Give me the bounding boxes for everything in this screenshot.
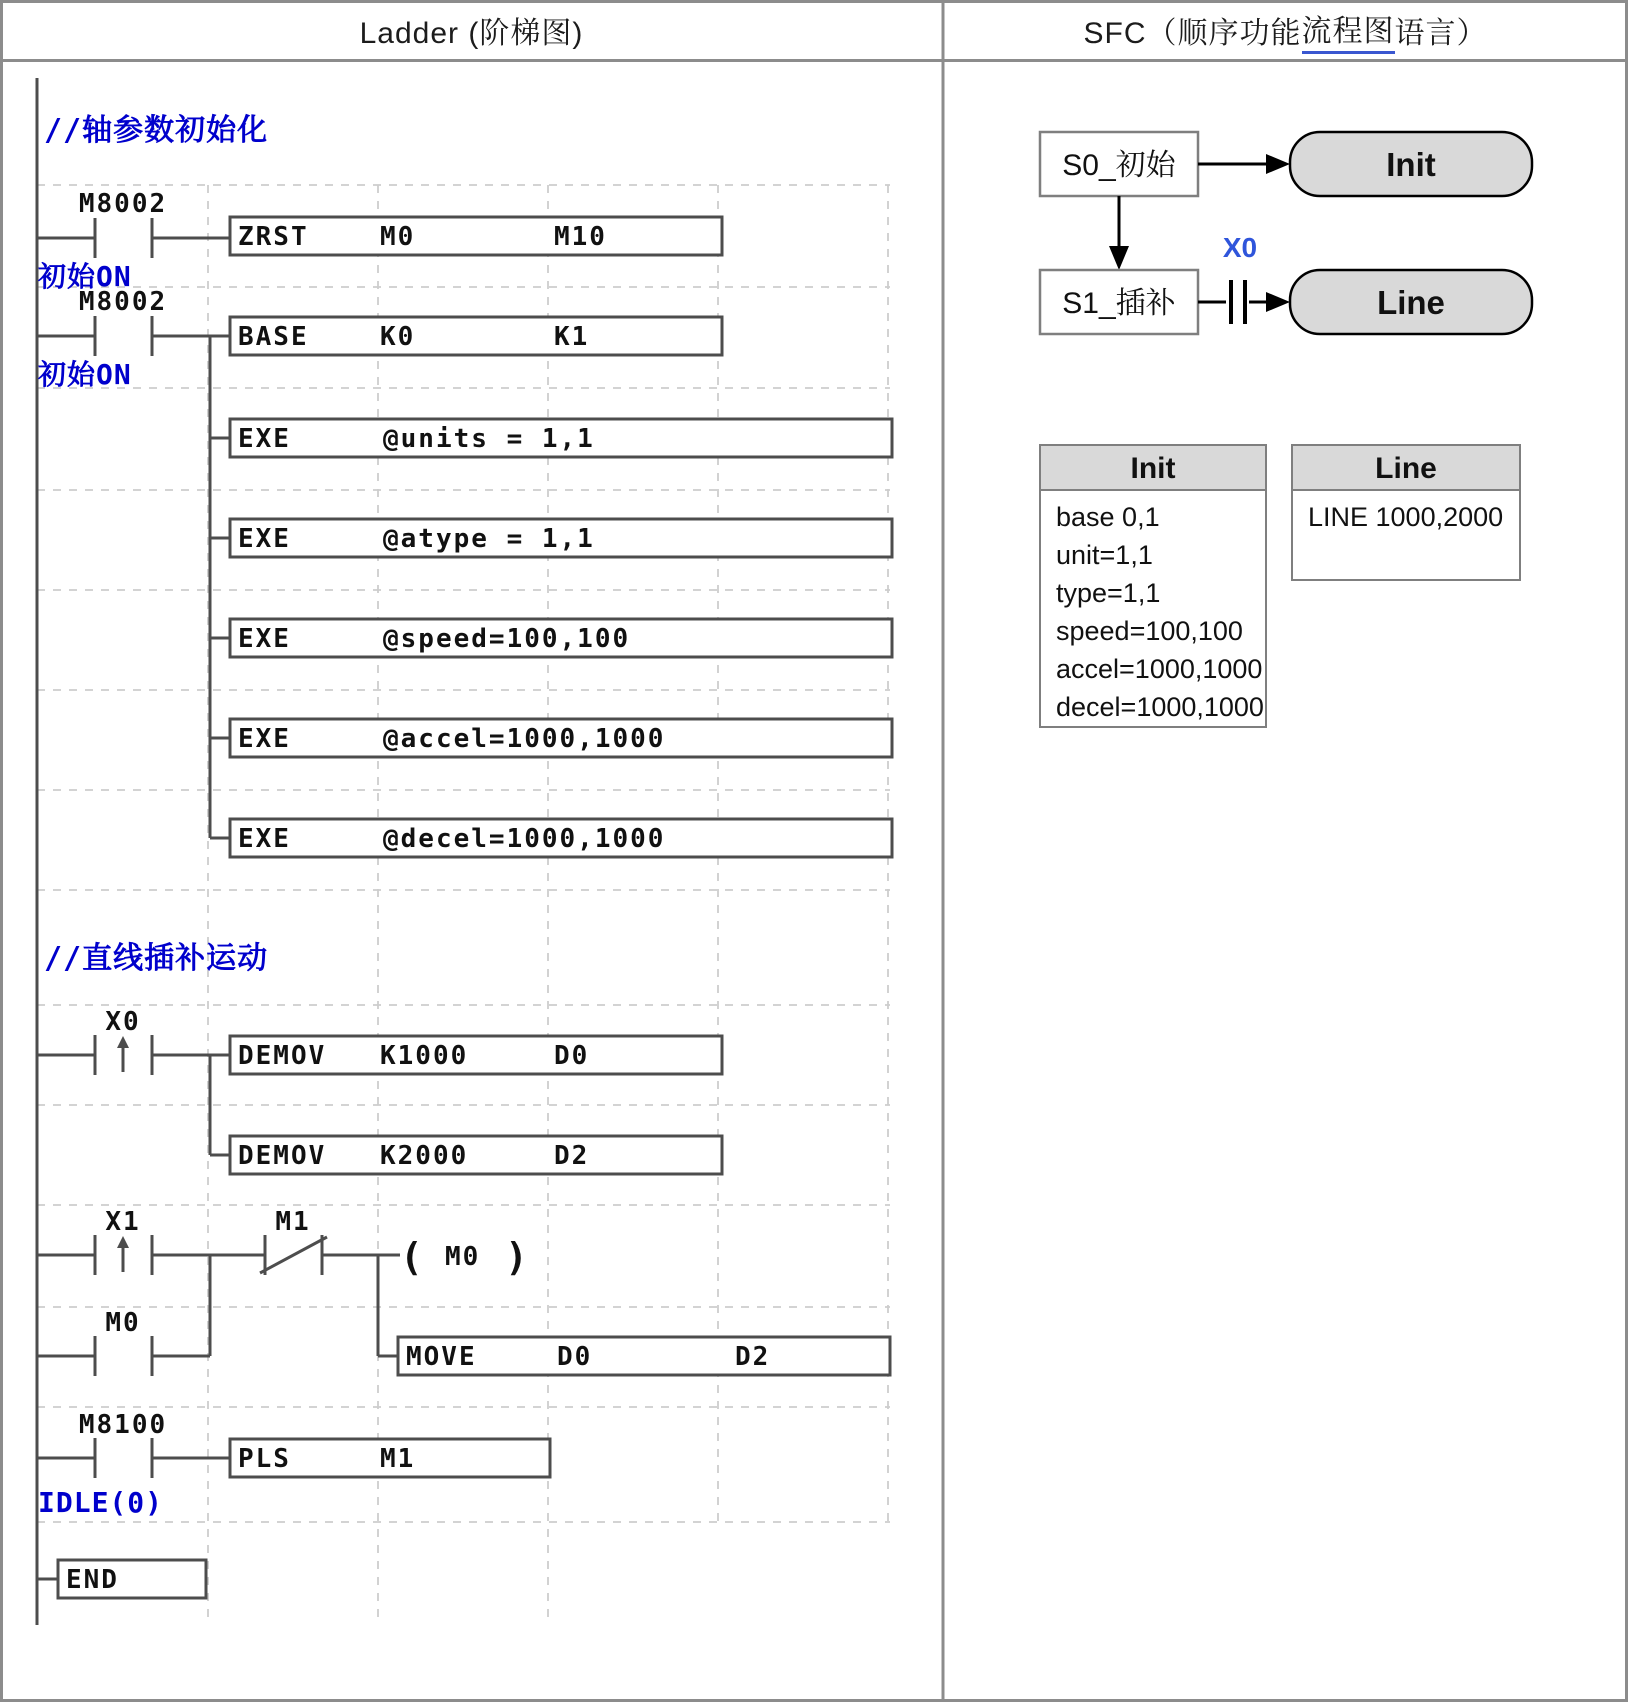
- operand-2: K1: [554, 322, 590, 352]
- coil-close-paren: ): [505, 1235, 530, 1279]
- sfc-diagram: [1040, 132, 1532, 727]
- op-code: EXE: [238, 824, 291, 854]
- operand-1: K2000: [380, 1141, 469, 1171]
- rising-edge-arrow-icon: [117, 1236, 129, 1248]
- op-code: DEMOV: [238, 1141, 327, 1171]
- parallel-junction-rails: [210, 1255, 398, 1356]
- arrowhead-icon: [1266, 292, 1290, 312]
- contact-label: M1: [275, 1207, 311, 1237]
- init-table-row: accel=1000,1000: [1056, 654, 1263, 684]
- op-code: BASE: [238, 322, 309, 352]
- contact-m8100: [37, 1410, 230, 1519]
- sfc-transition-label: X0: [1222, 232, 1258, 263]
- contact-note: 初始ON: [38, 260, 132, 293]
- instruction-box-move: [398, 1337, 890, 1375]
- operand-2: M10: [554, 222, 607, 252]
- sfc-step-s0-label: S0_初始: [1062, 149, 1176, 182]
- operand-1: M1: [380, 1444, 416, 1474]
- operand-2: D0: [554, 1041, 590, 1071]
- sfc-transition-x0: [1198, 232, 1290, 324]
- rung-end: [37, 1560, 206, 1598]
- ladder-comment-line: //直线插补运动: [44, 941, 269, 976]
- rung-pls: [37, 1410, 550, 1519]
- operand-1: M0: [380, 222, 416, 252]
- contact-note: IDLE(0): [38, 1486, 164, 1519]
- op-code: EXE: [238, 724, 291, 754]
- arrow-s0-to-init: [1198, 154, 1290, 174]
- rung-coil-move: [37, 1207, 890, 1376]
- contact-m8002a: [37, 189, 230, 293]
- op-code: ZRST: [238, 222, 309, 252]
- operand-2: D2: [554, 1141, 590, 1171]
- rung-base: [37, 287, 892, 857]
- operand-2: D2: [735, 1342, 771, 1372]
- expression: @accel=1000,1000: [383, 724, 666, 754]
- coil-open-paren: (: [400, 1235, 425, 1279]
- contact-label: M0: [105, 1308, 141, 1338]
- expression: @atype = 1,1: [383, 524, 595, 554]
- ladder-title-text: Ladder (阶梯图): [359, 17, 584, 50]
- line-table-title: Line: [1375, 452, 1437, 485]
- sfc-line-table: [1292, 445, 1520, 580]
- init-table-row: base 0,1: [1056, 502, 1160, 532]
- init-table-row: decel=1000,1000: [1056, 692, 1264, 722]
- arrowhead-icon: [1266, 154, 1290, 174]
- sfc-title-prefix: SFC（顺序功能: [1083, 17, 1302, 50]
- instruction-box-pls: [230, 1439, 550, 1477]
- sfc-title-suffix: 语言）: [1394, 17, 1488, 50]
- arrow-s0-to-s1: [1109, 196, 1129, 270]
- instruction-box-base: [230, 317, 722, 355]
- ladder-comment-init: //轴参数初始化: [44, 113, 269, 148]
- coil-operand: M0: [445, 1242, 481, 1272]
- instruction-box-demov2: [230, 1136, 722, 1174]
- contact-label: X0: [105, 1007, 141, 1037]
- ladder-grid: [37, 185, 890, 1620]
- sfc-action-line-label: Line: [1377, 284, 1445, 321]
- sfc-action-init-label: Init: [1386, 146, 1436, 183]
- instruction-box-end: [58, 1560, 206, 1598]
- instruction-box-exe-atype: [230, 519, 892, 557]
- instruction-box-exe-units: [230, 419, 892, 457]
- instruction-box-exe-accel: [230, 719, 892, 757]
- coil-m0: [400, 1235, 530, 1279]
- operand-1: K0: [380, 322, 416, 352]
- instruction-box-zrst: [230, 217, 722, 255]
- instruction-box-exe-speed: [230, 619, 892, 657]
- init-table-row: type=1,1: [1056, 578, 1161, 608]
- contact-m0: [37, 1308, 210, 1376]
- op-code: EXE: [238, 424, 291, 454]
- expression: @speed=100,100: [383, 624, 631, 654]
- contact-label: M8002: [78, 287, 168, 317]
- expression: @decel=1000,1000: [383, 824, 666, 854]
- init-table-row: speed=100,100: [1056, 616, 1243, 646]
- op-code: MOVE: [406, 1342, 477, 1372]
- rising-edge-arrow-icon: [117, 1036, 129, 1048]
- rung-zrst: [37, 189, 722, 293]
- contact-x1-rising: [37, 1207, 265, 1275]
- op-code: END: [66, 1565, 119, 1595]
- contact-note: 初始ON: [38, 358, 132, 391]
- sfc-init-table: [1040, 445, 1266, 727]
- operand-1: K1000: [380, 1041, 469, 1071]
- init-table-row: unit=1,1: [1056, 540, 1153, 570]
- op-code: EXE: [238, 624, 291, 654]
- operand-1: D0: [557, 1342, 593, 1372]
- sfc-title-link[interactable]: 流程图: [1302, 6, 1395, 54]
- exe-branch-rail: [210, 336, 230, 838]
- arrowhead-icon: [1109, 246, 1129, 270]
- contact-label: M8100: [78, 1410, 168, 1440]
- op-code: EXE: [238, 524, 291, 554]
- contact-x0-rising: [37, 1007, 230, 1075]
- op-code: DEMOV: [238, 1041, 327, 1071]
- expression: @units = 1,1: [383, 424, 595, 454]
- contact-label: M8002: [78, 189, 168, 219]
- rung-demov: [37, 1007, 722, 1174]
- contact-m8002b: [37, 287, 230, 391]
- line-table-row: LINE 1000,2000: [1308, 502, 1504, 532]
- init-table-title: Init: [1130, 452, 1176, 485]
- instruction-box-exe-decel: [230, 819, 892, 857]
- op-code: PLS: [238, 1444, 291, 1474]
- sfc-step-s1-label: S1_插补: [1062, 287, 1176, 320]
- instruction-box-demov1: [230, 1036, 722, 1074]
- contact-label: X1: [105, 1207, 141, 1237]
